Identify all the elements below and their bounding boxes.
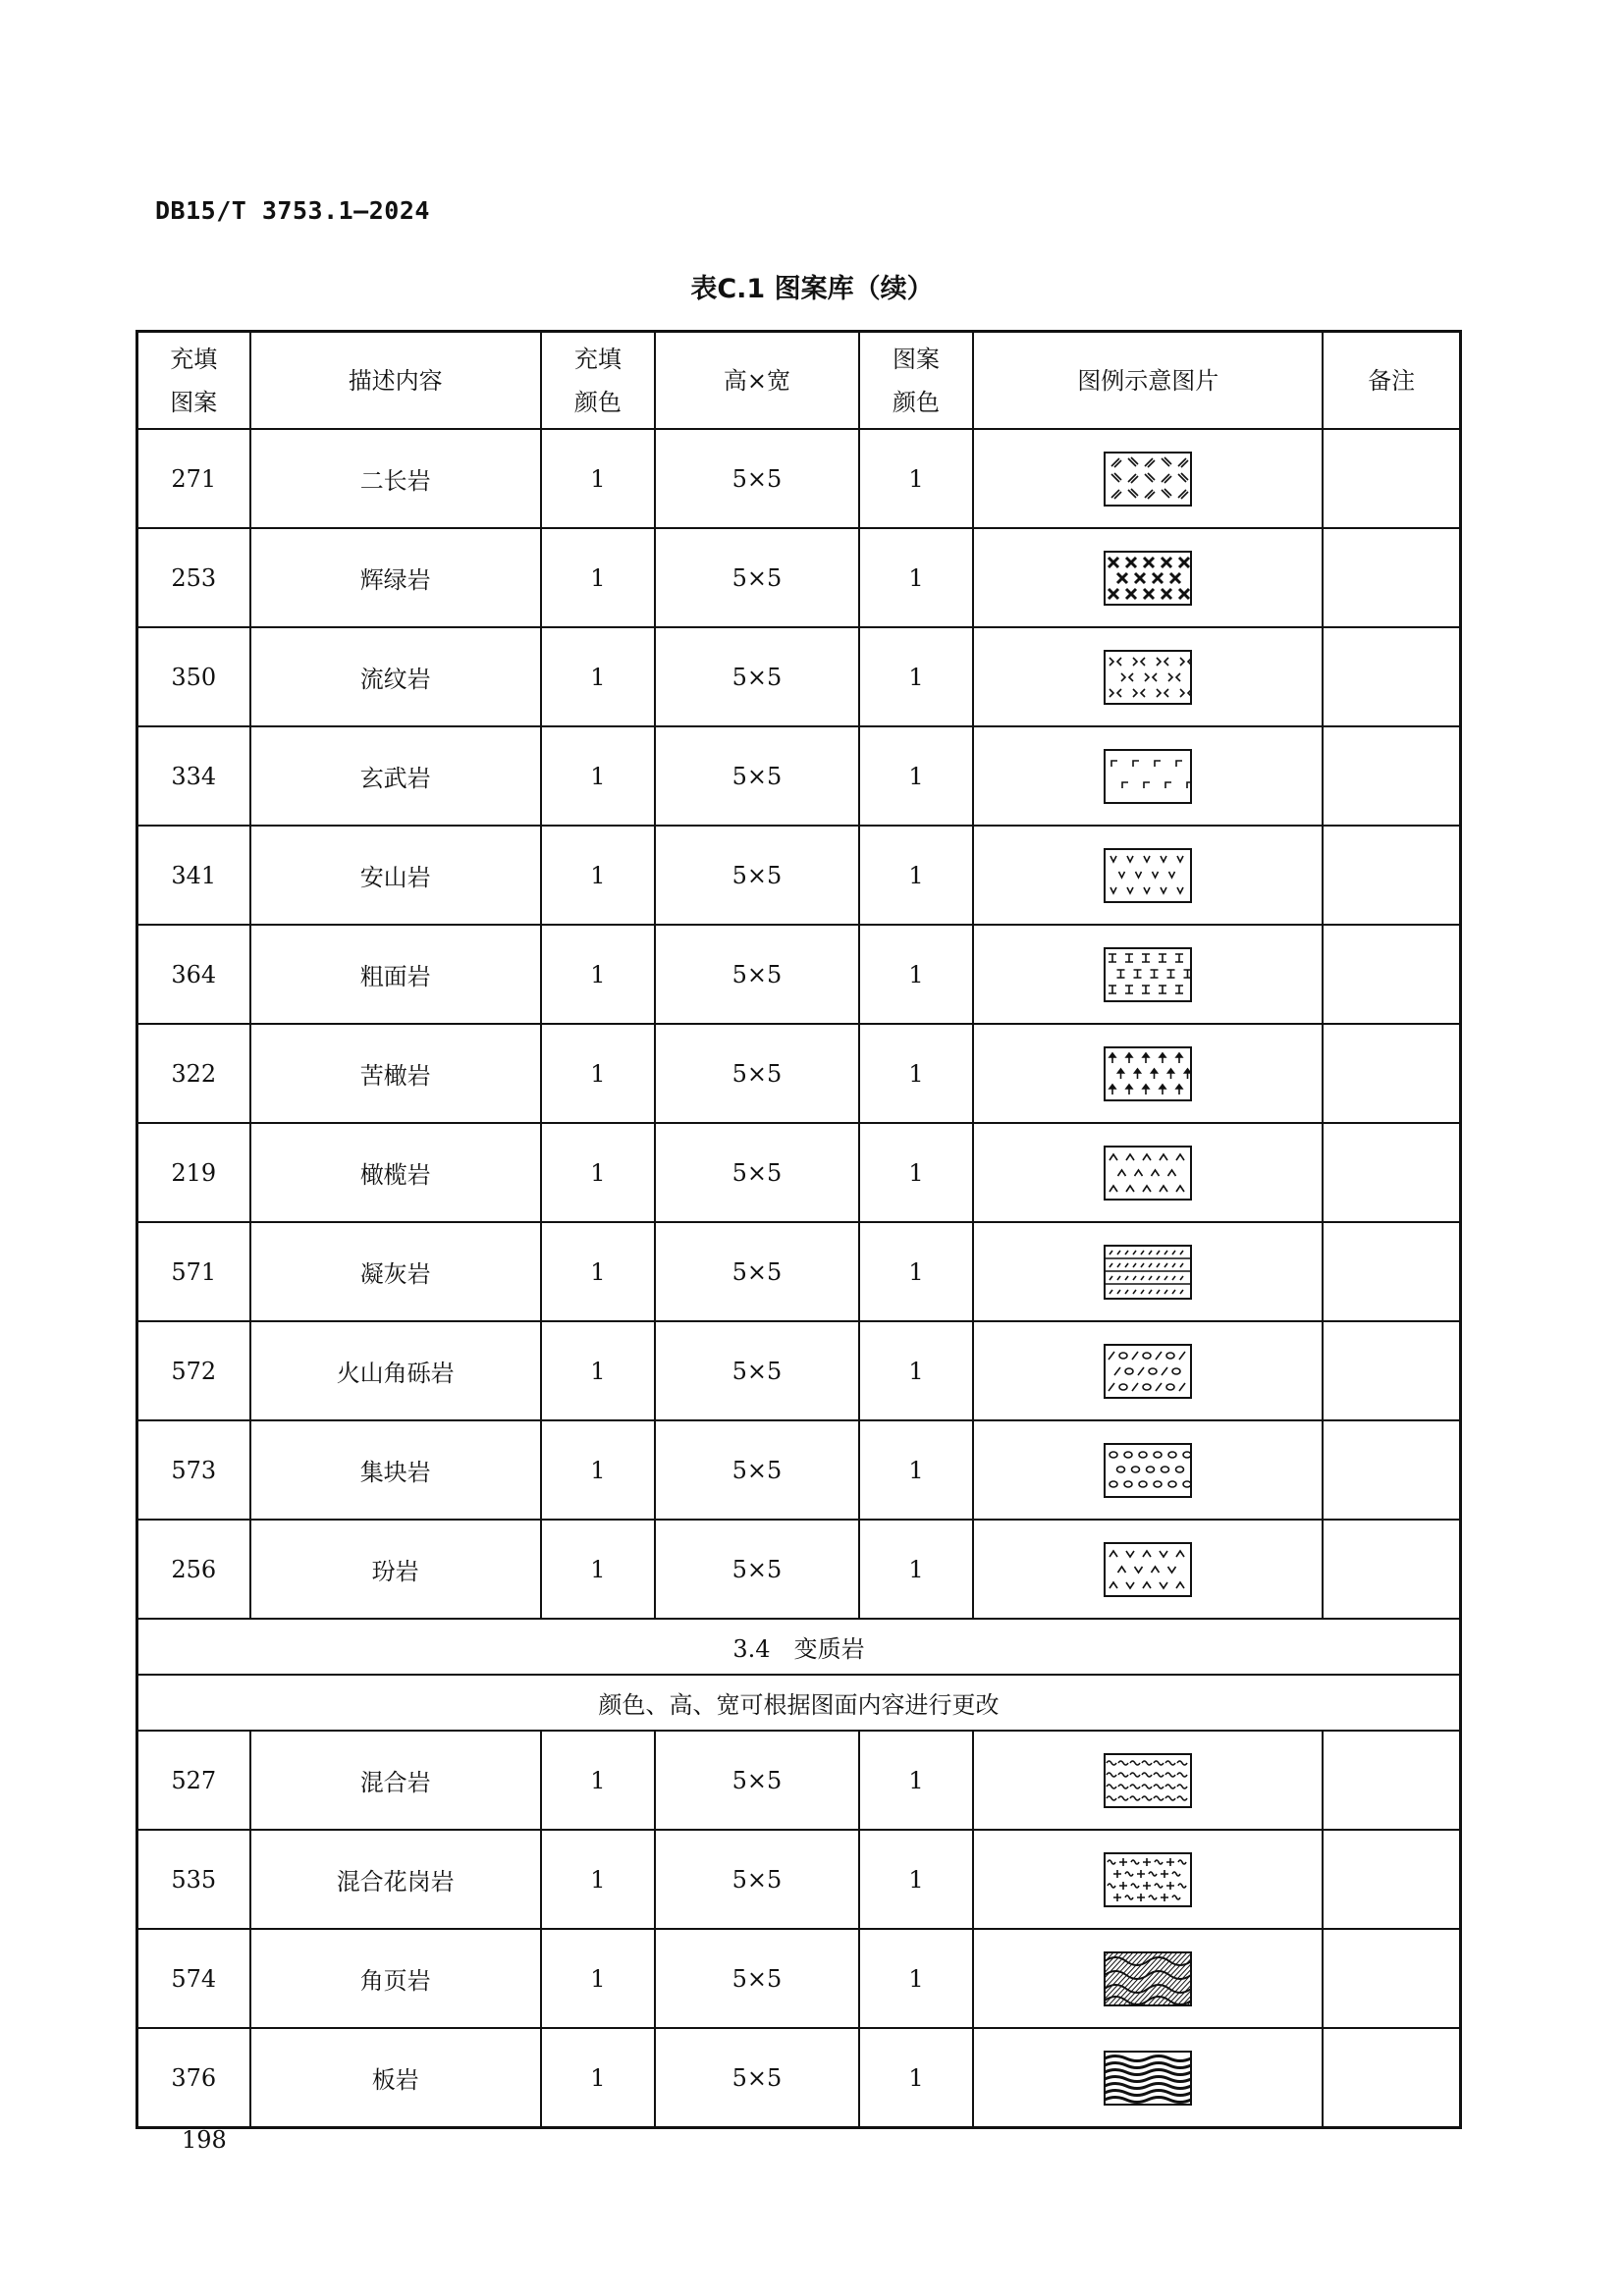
cell-legend-image [973, 1520, 1323, 1619]
cell-legend-image [973, 925, 1323, 1024]
cell-legend-image [973, 429, 1323, 528]
tilde-rows-icon [1104, 1753, 1192, 1808]
cell-remarks [1323, 925, 1460, 1024]
cell-size: 5×5 [655, 1321, 859, 1420]
table-row [137, 528, 1461, 627]
cell-pattern-color: 1 [859, 528, 973, 627]
cell-description: 辉绿岩 [250, 528, 541, 627]
cell-pattern-color: 1 [859, 925, 973, 1024]
cell-fill-color: 1 [541, 2028, 655, 2128]
cell-size: 5×5 [655, 1123, 859, 1222]
cell-legend-image [973, 528, 1323, 627]
table-row [137, 826, 1461, 925]
cell-pattern-color: 1 [859, 2028, 973, 2128]
cell-pattern-color: 1 [859, 1024, 973, 1123]
cell-fill-pattern-id: 535 [137, 1830, 250, 1929]
cell-legend-image [973, 1830, 1323, 1929]
cell-pattern-color: 1 [859, 826, 973, 925]
cell-size: 5×5 [655, 726, 859, 826]
cell-fill-pattern-id: 219 [137, 1123, 250, 1222]
cell-description: 安山岩 [250, 826, 541, 925]
arrow-up-icon [1104, 1046, 1192, 1101]
cell-description: 流纹岩 [250, 627, 541, 726]
cell-pattern-color: 1 [859, 1731, 973, 1830]
cell-description: 板岩 [250, 2028, 541, 2128]
cell-pattern-color: 1 [859, 726, 973, 826]
cell-description: 玄武岩 [250, 726, 541, 826]
col-header-remarks: 备注 [1323, 332, 1460, 430]
cell-fill-color: 1 [541, 1830, 655, 1929]
cell-size: 5×5 [655, 1929, 859, 2028]
v-marks-icon [1104, 848, 1192, 903]
cell-fill-pattern-id: 573 [137, 1420, 250, 1520]
cell-legend-image [973, 1321, 1323, 1420]
cell-legend-image [973, 1731, 1323, 1830]
cell-legend-image [973, 1024, 1323, 1123]
col-header-legend-image: 图例示意图片 [973, 332, 1323, 430]
cell-size: 5×5 [655, 2028, 859, 2128]
cell-fill-pattern-id: 341 [137, 826, 250, 925]
cell-remarks [1323, 1731, 1460, 1830]
cell-fill-pattern-id: 334 [137, 726, 250, 826]
cell-pattern-color: 1 [859, 1321, 973, 1420]
cell-description: 角页岩 [250, 1929, 541, 2028]
cell-fill-color: 1 [541, 1123, 655, 1222]
cell-pattern-color: 1 [859, 1123, 973, 1222]
table-row [137, 925, 1461, 1024]
cell-legend-image [973, 726, 1323, 826]
cell-legend-image [973, 2028, 1323, 2128]
wavy-lines-icon [1104, 2051, 1192, 2106]
section-note: 颜色、高、宽可根据图面内容进行更改 [137, 1675, 1461, 1731]
table-row [137, 627, 1461, 726]
cell-legend-image [973, 1929, 1323, 2028]
cell-description: 混合花岗岩 [250, 1830, 541, 1929]
cell-legend-image [973, 1222, 1323, 1321]
cell-description: 二长岩 [250, 429, 541, 528]
cell-fill-color: 1 [541, 1024, 655, 1123]
cell-size: 5×5 [655, 925, 859, 1024]
cell-remarks [1323, 1321, 1460, 1420]
cell-size: 5×5 [655, 1024, 859, 1123]
cell-remarks [1323, 528, 1460, 627]
cell-remarks [1323, 826, 1460, 925]
cell-fill-color: 1 [541, 1222, 655, 1321]
cell-description: 粗面岩 [250, 925, 541, 1024]
cell-pattern-color: 1 [859, 1520, 973, 1619]
table-header-row [137, 332, 1461, 430]
table-row [137, 1830, 1461, 1929]
cell-fill-pattern-id: 322 [137, 1024, 250, 1123]
cell-remarks [1323, 1123, 1460, 1222]
caret-icon [1104, 1146, 1192, 1201]
tuff-lines-icon [1104, 1245, 1192, 1300]
table-row [137, 1731, 1461, 1830]
cell-legend-image [973, 1420, 1323, 1520]
cell-remarks [1323, 2028, 1460, 2128]
cell-fill-pattern-id: 574 [137, 1929, 250, 2028]
bold-x-icon [1104, 551, 1192, 606]
cell-remarks [1323, 1420, 1460, 1520]
cell-fill-color: 1 [541, 726, 655, 826]
cell-fill-color: 1 [541, 1520, 655, 1619]
cell-pattern-color: 1 [859, 1420, 973, 1520]
cell-fill-color: 1 [541, 1420, 655, 1520]
cell-description: 橄榄岩 [250, 1123, 541, 1222]
cell-description: 混合岩 [250, 1731, 541, 1830]
table-row [137, 2028, 1461, 2128]
cell-pattern-color: 1 [859, 429, 973, 528]
table-row [137, 1929, 1461, 2028]
breccia-icon [1104, 1344, 1192, 1399]
cell-description: 苦橄岩 [250, 1024, 541, 1123]
cell-fill-color: 1 [541, 429, 655, 528]
col-header-description: 描述内容 [250, 332, 541, 430]
cell-description: 火山角砾岩 [250, 1321, 541, 1420]
cell-size: 5×5 [655, 627, 859, 726]
cell-size: 5×5 [655, 1731, 859, 1830]
cell-size: 5×5 [655, 1420, 859, 1520]
cell-pattern-color: 1 [859, 1830, 973, 1929]
cell-size: 5×5 [655, 826, 859, 925]
document-code: DB15/T 3753.1—2024 [155, 196, 430, 225]
cell-fill-pattern-id: 271 [137, 429, 250, 528]
cell-size: 5×5 [655, 1222, 859, 1321]
agglomerate-icon [1104, 1443, 1192, 1498]
section-heading: 3.4 变质岩 [137, 1619, 1461, 1675]
cell-fill-color: 1 [541, 1321, 655, 1420]
table-row [137, 1222, 1461, 1321]
col-header-fill-pattern: 充填 图案 [137, 332, 250, 430]
cell-fill-color: 1 [541, 1929, 655, 2028]
cell-remarks [1323, 1520, 1460, 1619]
cell-fill-color: 1 [541, 1731, 655, 1830]
cell-remarks [1323, 1830, 1460, 1929]
cell-description: 凝灰岩 [250, 1222, 541, 1321]
cell-size: 5×5 [655, 1520, 859, 1619]
open-x-icon [1104, 650, 1192, 705]
table-row [137, 429, 1461, 528]
hatched-waves-icon [1104, 1951, 1192, 2006]
cell-pattern-color: 1 [859, 627, 973, 726]
cell-remarks [1323, 726, 1460, 826]
diagonal-dashes-icon [1104, 452, 1192, 507]
table-row [137, 1520, 1461, 1619]
cell-size: 5×5 [655, 528, 859, 627]
corner-marks-icon [1104, 749, 1192, 804]
col-header-fill-color: 充填 颜色 [541, 332, 655, 430]
cell-fill-pattern-id: 253 [137, 528, 250, 627]
cell-fill-color: 1 [541, 925, 655, 1024]
table-title: 表C.1 图案库（续） [690, 274, 934, 304]
cell-description: 玢岩 [250, 1520, 541, 1619]
plus-tilde-icon [1104, 1852, 1192, 1907]
cell-fill-pattern-id: 376 [137, 2028, 250, 2128]
table-row [137, 1024, 1461, 1123]
col-header-pattern-color: 图案 颜色 [859, 332, 973, 430]
cell-remarks [1323, 1024, 1460, 1123]
cell-legend-image [973, 1123, 1323, 1222]
section-note-row [137, 1675, 1461, 1731]
pattern-library-table [135, 330, 1462, 2129]
cell-description: 集块岩 [250, 1420, 541, 1520]
cell-fill-pattern-id: 364 [137, 925, 250, 1024]
cell-pattern-color: 1 [859, 1929, 973, 2028]
table-row [137, 1123, 1461, 1222]
col-header-size: 高×宽 [655, 332, 859, 430]
table-row [137, 1321, 1461, 1420]
cell-pattern-color: 1 [859, 1222, 973, 1321]
cell-remarks [1323, 1929, 1460, 2028]
page-number: 198 [182, 2126, 227, 2154]
table-row [137, 726, 1461, 826]
cell-fill-color: 1 [541, 528, 655, 627]
cell-size: 5×5 [655, 429, 859, 528]
cell-fill-pattern-id: 350 [137, 627, 250, 726]
i-beam-icon [1104, 947, 1192, 1002]
cell-remarks [1323, 627, 1460, 726]
cell-fill-color: 1 [541, 826, 655, 925]
cell-fill-color: 1 [541, 627, 655, 726]
table-row [137, 1420, 1461, 1520]
cell-fill-pattern-id: 572 [137, 1321, 250, 1420]
cell-remarks [1323, 429, 1460, 528]
porphyrite-icon [1104, 1542, 1192, 1597]
cell-remarks [1323, 1222, 1460, 1321]
cell-size: 5×5 [655, 1830, 859, 1929]
cell-fill-pattern-id: 571 [137, 1222, 250, 1321]
cell-fill-pattern-id: 527 [137, 1731, 250, 1830]
cell-legend-image [973, 826, 1323, 925]
cell-fill-pattern-id: 256 [137, 1520, 250, 1619]
section-heading-row [137, 1619, 1461, 1675]
cell-legend-image [973, 627, 1323, 726]
